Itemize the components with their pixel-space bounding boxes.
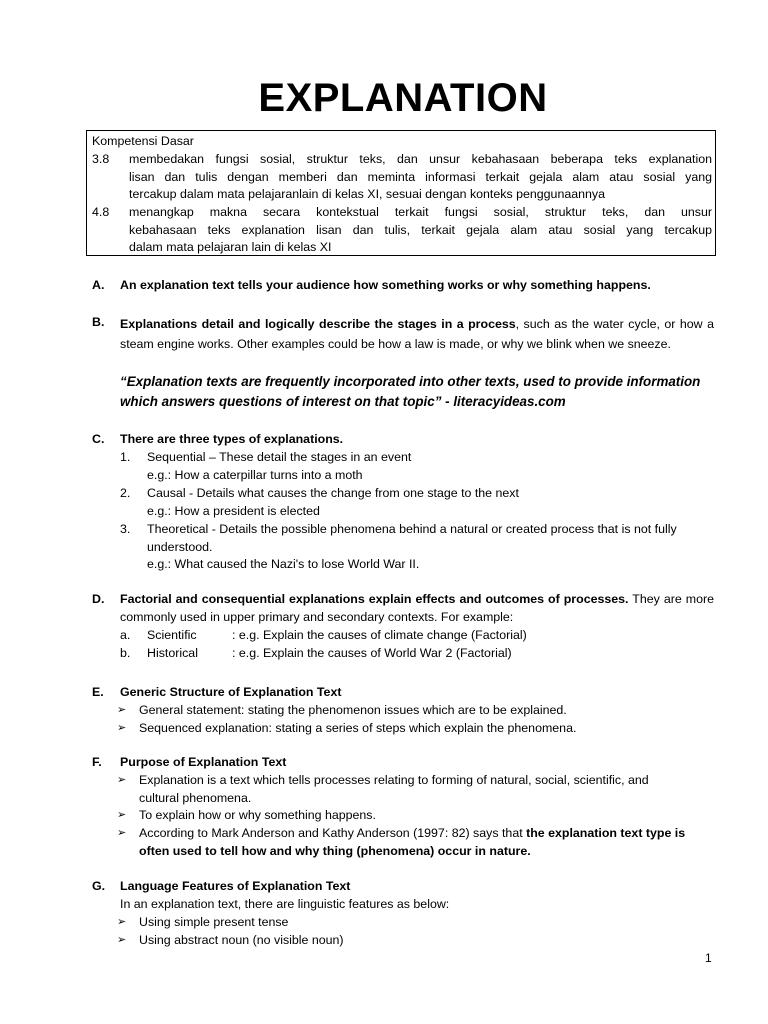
quote-line: which answers questions of interest on that topic” - literacyideas.com	[120, 394, 566, 409]
list-number: 1.	[120, 450, 131, 464]
bullet-item: To explain how or why something happens.	[139, 808, 376, 822]
list-item-example: e.g.: How a president is elected	[147, 503, 320, 518]
section-b-line1	[120, 314, 714, 334]
page-number: 1	[705, 951, 712, 965]
kd-line: lisan dan tulis dengan memberi dan meminta informasi terkait gejala alam atau sosial yang	[129, 169, 712, 184]
bullet-item	[139, 772, 717, 807]
list-number: 3.	[120, 522, 131, 536]
list-letter: a.	[120, 628, 131, 642]
arrow-bullet-icon: ➢	[117, 934, 127, 946]
kd-line: tercakup dalam mata pelajaranlain di kelas XI, sesuai dengan konteks penggunaannya	[129, 187, 605, 201]
section-d-rest: They are more	[628, 592, 714, 606]
arrow-bullet-icon: ➢	[117, 809, 127, 821]
section-e-heading: Generic Structure of Explanation Text	[120, 685, 342, 699]
section-b-line2: steam engine works. Other examples could be how a law is made, or why we blink when we sneeze.	[120, 337, 671, 351]
list-item	[147, 449, 717, 484]
section-letter-d: D.	[92, 592, 105, 606]
section-a-text: An explanation text tells your audience how something works or why something happens.	[120, 278, 651, 292]
arrow-bullet-icon: ➢	[117, 827, 127, 839]
kd-item-number: 3.8	[92, 152, 110, 166]
section-letter-g: G.	[92, 879, 106, 893]
section-d-text	[120, 591, 714, 626]
list-item-line: Causal - Details what causes the change from one stage to the next	[147, 486, 519, 500]
section-b-rest: , such as the water cycle, or how a	[515, 317, 715, 331]
bullet-line: Explanation is a text which tells processes relating to forming of natural, social, scientific, and	[139, 773, 649, 787]
kd-line: kebahasaan teks explanation lisan dan tulis, terkait gejala alam atau sosial yang tercakup	[129, 222, 712, 237]
list-item-line: understood.	[147, 539, 213, 554]
bullet-item	[139, 825, 717, 860]
list-item-example: e.g.: How a caterpillar turns into a moth	[147, 467, 363, 482]
bullet-item: Sequenced explanation: stating a series of steps which explain the phenomena.	[139, 721, 577, 735]
bullet-line	[139, 825, 717, 843]
bullet-bold: the explanation text type is	[526, 826, 686, 840]
example-label: Historical	[147, 646, 198, 660]
page-title: EXPLANATION	[258, 76, 548, 120]
arrow-bullet-icon: ➢	[117, 722, 127, 734]
section-letter-a: A.	[92, 278, 105, 292]
list-item	[147, 521, 717, 574]
arrow-bullet-icon: ➢	[117, 704, 127, 716]
section-letter-f: F.	[92, 755, 102, 769]
kd-line: menangkap makna secara kontekstual terkait fungsi sosial, struktur teks, dan unsur	[129, 205, 712, 219]
example-value: : e.g. Explain the causes of World War 2 (Factorial)	[232, 646, 512, 660]
bullet-item: Using abstract noun (no visible noun)	[139, 933, 344, 947]
kd-line: dalam mata pelajaran lain di kelas XI	[129, 240, 332, 254]
kd-line: membedakan fungsi sosial, struktur teks, dan unsur kebahasaan beberapa teks explanation	[129, 152, 712, 166]
section-letter-b: B.	[92, 315, 105, 329]
bullet-item: Using simple present tense	[139, 915, 289, 929]
bullet-line: cultural phenomena.	[139, 790, 252, 805]
bullet-item: General statement: stating the phenomenon issues which are to be explained.	[139, 703, 567, 717]
section-letter-c: C.	[92, 432, 105, 446]
arrow-bullet-icon: ➢	[117, 916, 127, 928]
list-item-line: Sequential – These detail the stages in an event	[147, 450, 412, 464]
section-d-line2: commonly used in upper primary and secondary contexts. For example:	[120, 609, 514, 624]
section-b-bold: Explanations detail and logically describe the stages in a process	[120, 317, 516, 331]
list-item-line: Theoretical - Details the possible phenomena behind a natural or created process that is not fully	[147, 522, 677, 536]
kd-item-number: 4.8	[92, 205, 110, 219]
bullet-line: often used to tell how and why thing (phenomena) occur in nature.	[139, 843, 531, 858]
kd-item-text	[129, 151, 712, 204]
example-label: Scientific	[147, 628, 197, 642]
section-d-line1	[120, 591, 714, 609]
list-letter: b.	[120, 646, 131, 660]
kd-heading: Kompetensi Dasar	[92, 134, 194, 148]
list-item	[147, 485, 717, 520]
quote-line: “Explanation texts are frequently incorporated into other texts, used to provide information	[120, 374, 701, 389]
quote-block	[120, 372, 720, 412]
arrow-bullet-icon: ➢	[117, 774, 127, 786]
bullet-plain: According to Mark Anderson and Kathy Anderson (1997: 82) says that	[139, 826, 527, 840]
section-g-heading: Language Features of Explanation Text	[120, 879, 351, 893]
list-item-example: e.g.: What caused the Nazi's to lose World War II.	[147, 557, 420, 571]
section-d-bold: Factorial and consequential explanations explain effects and outcomes of processes.	[120, 592, 629, 606]
section-letter-e: E.	[92, 685, 104, 699]
section-c-heading: There are three types of explanations.	[120, 432, 344, 446]
kd-item-text	[129, 204, 712, 257]
example-value: : e.g. Explain the causes of climate change (Factorial)	[232, 628, 527, 642]
section-f-heading: Purpose of Explanation Text	[120, 755, 287, 769]
list-number: 2.	[120, 486, 131, 500]
section-g-intro: In an explanation text, there are linguistic features as below:	[120, 897, 450, 911]
section-b-text	[120, 314, 714, 354]
